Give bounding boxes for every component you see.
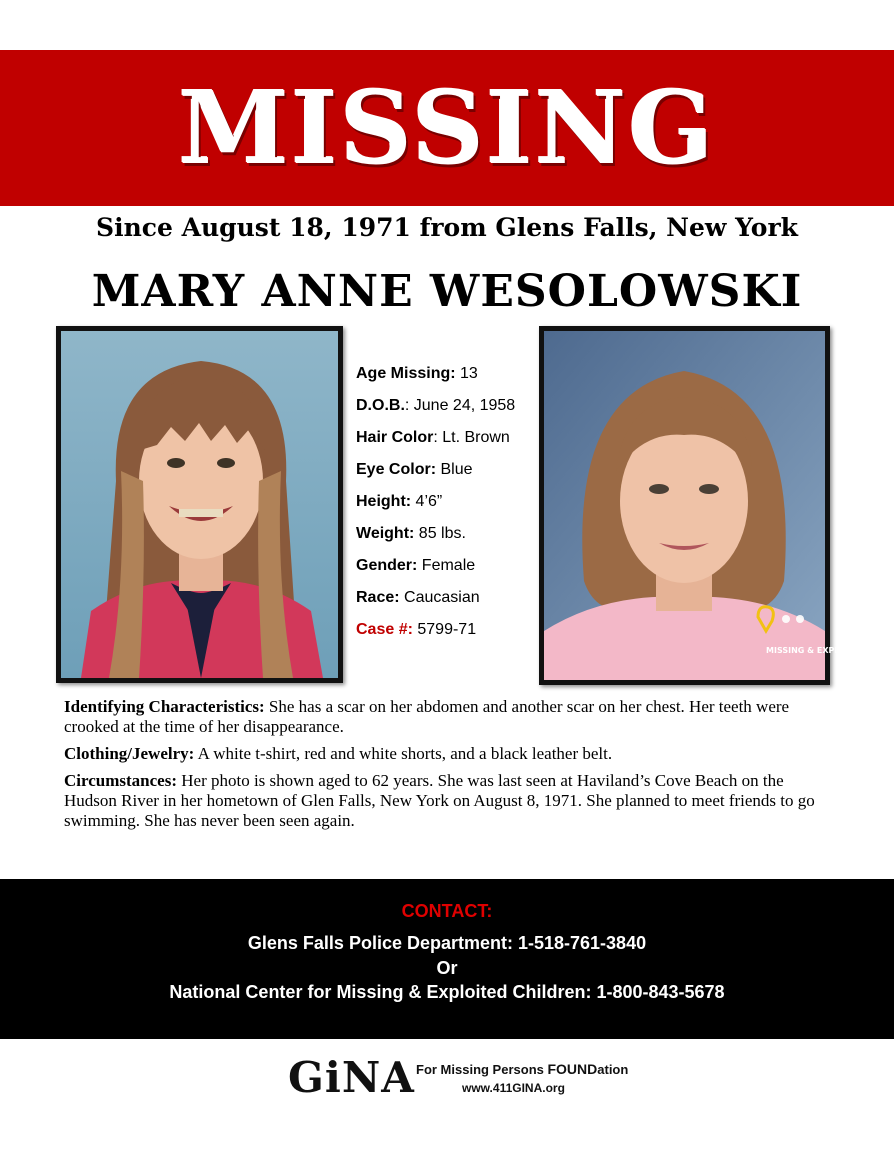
fact-label: Gender: xyxy=(356,557,418,574)
fact-gender xyxy=(356,554,536,586)
contact-heading: CONTACT: xyxy=(401,901,493,921)
footer xyxy=(288,1055,628,1105)
fact-label: Race: xyxy=(356,589,400,606)
fact-value: Blue xyxy=(436,461,473,478)
footer-url: www.411GINA.org xyxy=(462,1081,565,1095)
fact-value: 4’6” xyxy=(411,493,443,510)
identifying-text: She has a scar on her abdomen and another scar on her chest. Her teeth were crooked at the time of her disappearance. xyxy=(64,697,790,736)
police-contact: Glens Falls Police Department: 1-518-761-3840 xyxy=(247,933,647,953)
fact-label: Case #: xyxy=(356,621,413,638)
watermark-text: MISSING & EXPLOITED xyxy=(766,646,867,655)
identifying-label: Identifying Characteristics: xyxy=(64,697,265,716)
fact-hair-color xyxy=(356,426,536,458)
fact-case-number xyxy=(356,618,536,650)
fact-value: 85 lbs. xyxy=(414,525,466,542)
fact-value: : June 24, 1958 xyxy=(404,397,516,414)
fact-eye-color xyxy=(356,458,536,490)
fact-value: 5799-71 xyxy=(412,621,477,638)
fact-label: Weight: xyxy=(356,525,415,542)
missing-banner xyxy=(0,50,894,206)
age-progressed-photo xyxy=(539,326,867,685)
circumstances-text: Her photo is shown aged to 62 years. She was last seen at Haviland’s Cove Beach on the Hudson River in her hometown of Glen Falls, New York on August 8, 1971. She planned to meet friends to go swimming. She has never been seen again. xyxy=(64,771,815,830)
gina-logo: GiNA xyxy=(288,1053,415,1102)
fact-label: Age Missing: xyxy=(356,365,456,382)
details-section xyxy=(64,697,834,838)
circumstances xyxy=(64,771,834,831)
circumstances-label: Circumstances: xyxy=(64,771,177,790)
facts-list xyxy=(356,362,536,650)
fact-value: : Lt. Brown xyxy=(433,429,510,446)
fact-dob xyxy=(356,394,536,426)
contact-or: Or xyxy=(436,958,458,978)
fact-label: Height: xyxy=(356,493,412,510)
fact-value: Caucasian xyxy=(399,589,480,606)
fact-age-missing xyxy=(356,362,536,394)
clothing-jewelry xyxy=(64,744,834,764)
tagline-pre: For Missing Persons xyxy=(416,1062,548,1077)
ncmec-contact: National Center for Missing & Exploited Children: 1-800-843-5678 xyxy=(169,982,725,1002)
clothing-text: A white t-shirt, red and white shorts, and a black leather belt. xyxy=(194,744,613,763)
footer-tagline xyxy=(416,1061,628,1077)
identifying-characteristics xyxy=(64,697,834,737)
missing-title: MISSING xyxy=(178,69,716,187)
fact-weight xyxy=(356,522,536,554)
fact-value: 13 xyxy=(455,365,478,382)
clothing-label: Clothing/Jewelry: xyxy=(64,744,195,763)
fact-label: D.O.B. xyxy=(356,397,405,414)
tagline-post: ation xyxy=(597,1062,629,1077)
missing-since-line: Since August 18, 1971 from Glens Falls, New York xyxy=(96,213,798,242)
contact-section xyxy=(0,879,894,1039)
fact-height xyxy=(356,490,536,522)
fact-label: Eye Color: xyxy=(356,461,437,478)
missing-person-name: MARY ANNE WESOLOWSKI xyxy=(91,266,803,317)
fact-label: Hair Color xyxy=(356,429,434,446)
tagline-found: FOUND xyxy=(547,1061,598,1077)
child-photo xyxy=(56,326,343,683)
fact-race xyxy=(356,586,536,618)
fact-value: Female xyxy=(417,557,476,574)
